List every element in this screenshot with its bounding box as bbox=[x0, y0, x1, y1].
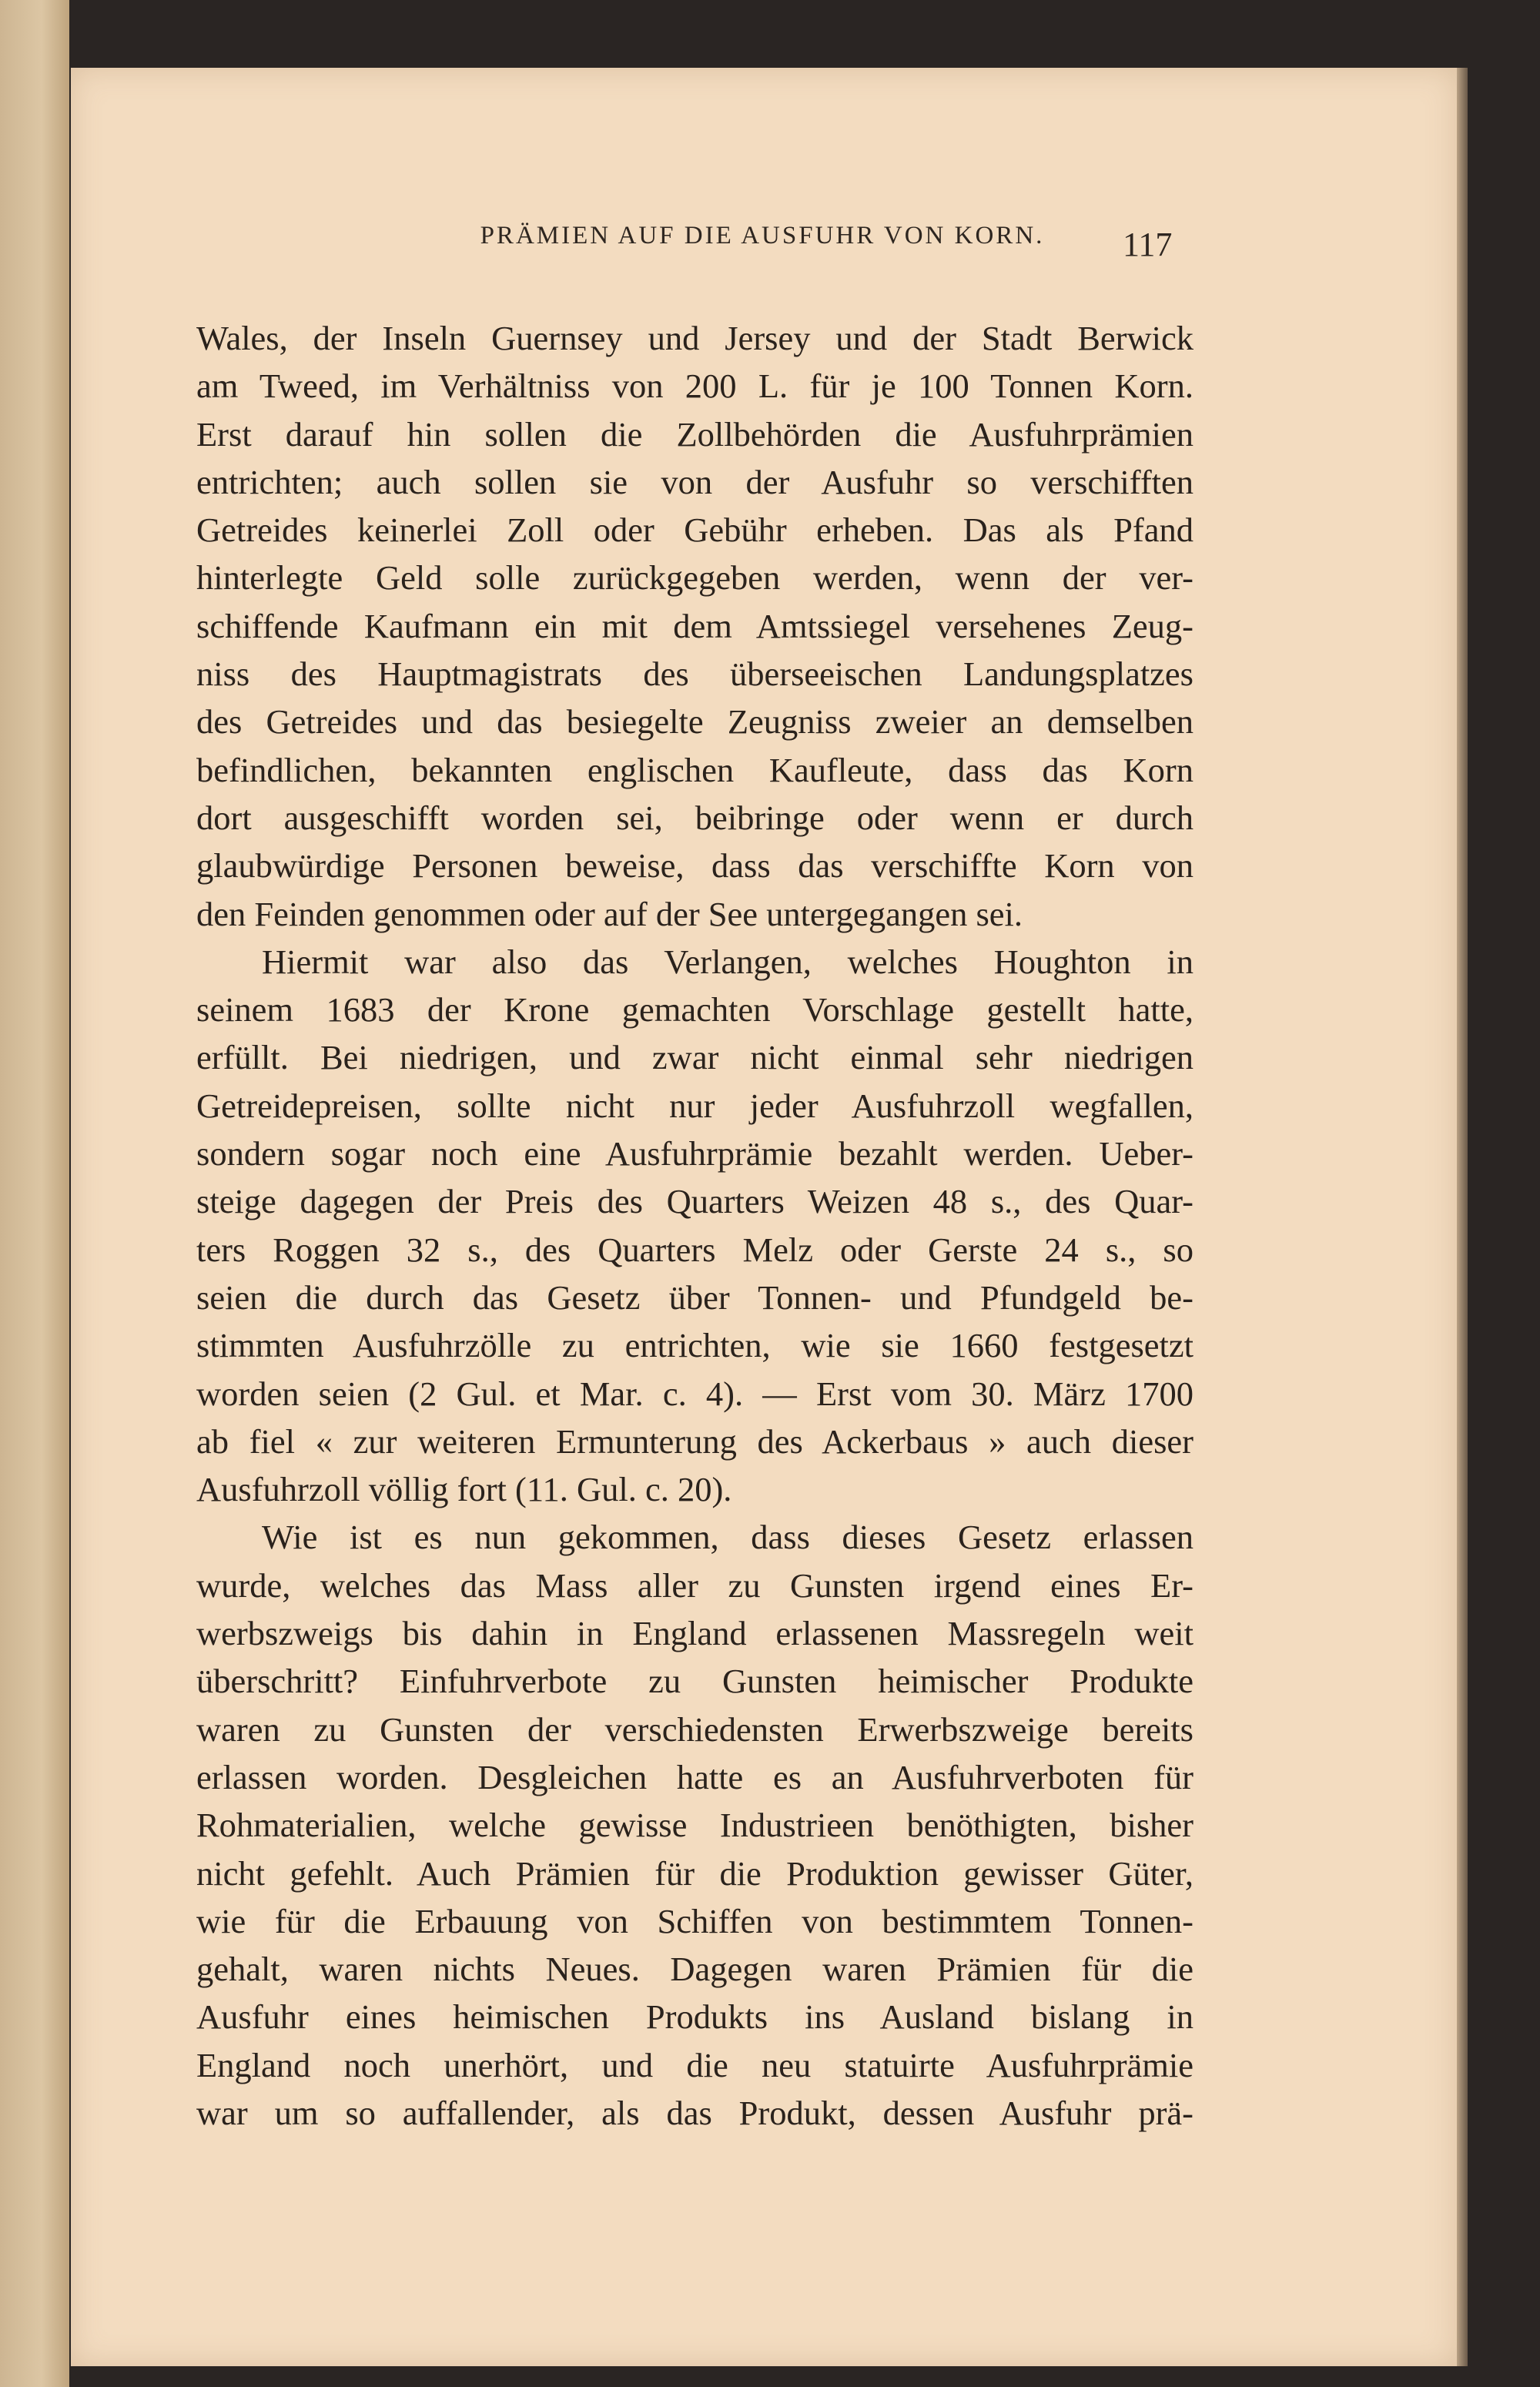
text-line: werbszweigs bis dahin in England erlassenen Massregeln weit bbox=[196, 1614, 1194, 1653]
text-line: Ausfuhrzoll völlig fort (11. Gul. c. 20). bbox=[196, 1470, 732, 1509]
text-line: Wie ist es nun gekommen, dass dieses Gesetz erlassen bbox=[262, 1518, 1194, 1557]
text-line: Getreides keinerlei Zoll oder Gebühr erheben. Das als Pfand bbox=[196, 511, 1194, 550]
text-line: den Feinden genommen oder auf der See untergegangen sei. bbox=[196, 894, 1023, 933]
text-line: stimmten Ausfuhrzölle zu entrichten, wie sie 1660 festgesetzt bbox=[196, 1326, 1194, 1365]
text-line: seinem 1683 der Krone gemachten Vorschlage gestellt hatte, bbox=[196, 990, 1194, 1029]
text-line: steige dagegen der Preis des Quarters Weizen 48 s., des Quar- bbox=[196, 1182, 1194, 1221]
text-line: glaubwürdige Personen beweise, dass das verschiffte Korn von bbox=[196, 846, 1194, 886]
text-line: sondern sogar noch eine Ausfuhrprämie bezahlt werden. Ueber- bbox=[196, 1134, 1194, 1173]
text-line: entrichten; auch sollen sie von der Ausfuhr so verschifften bbox=[196, 462, 1194, 501]
text-line: gehalt, waren nichts Neues. Dagegen waren Prämien für die bbox=[196, 1950, 1194, 1989]
text-line: nicht gefehlt. Auch Prämien für die Produktion gewisser Güter, bbox=[196, 1853, 1194, 1893]
text-line: Rohmaterialien, welche gewisse Industrieen benöthigten, bisher bbox=[196, 1806, 1194, 1845]
text-line: dort ausgeschifft worden sei, beibringe oder wenn er durch bbox=[196, 798, 1194, 837]
text-line: erfüllt. Bei niedrigen, und zwar nicht einmal sehr niedrigen bbox=[196, 1038, 1194, 1077]
text-line: wurde, welches das Mass aller zu Gunsten irgend eines Er- bbox=[196, 1565, 1194, 1605]
text-line: erlassen worden. Desgleichen hatte es an Ausfuhrverboten für bbox=[196, 1757, 1194, 1796]
text-line: worden seien (2 Gul. et Mar. c. 4). — Erst vom 30. März 1700 bbox=[196, 1374, 1194, 1413]
text-line: Wales, der Inseln Guernsey und Jersey und der Stadt Berwick bbox=[196, 319, 1194, 357]
text-line: Ausfuhr eines heimischen Produkts ins Ausland bislang in bbox=[196, 1997, 1194, 2037]
text-line: hinterlegte Geld solle zurückgegeben werden, wenn der ver- bbox=[196, 558, 1194, 598]
text-line: England noch unerhört, und die neu statuirte Ausfuhrprämie bbox=[196, 2045, 1194, 2084]
text-line: war um so auffallender, als das Produkt, dessen Ausfuhr prä- bbox=[196, 2093, 1194, 2132]
text-line: seien die durch das Gesetz über Tonnen- und Pfundgeld be- bbox=[196, 1277, 1194, 1317]
page-edge-shadow bbox=[1457, 68, 1468, 2366]
text-line: niss des Hauptmagistrats des überseeischen Landungsplatzes bbox=[196, 654, 1194, 694]
body-text bbox=[196, 314, 1194, 2137]
text-line: schiffende Kaufmann ein mit dem Amtssiegel versehenes Zeug- bbox=[196, 606, 1194, 645]
text-line: überschritt? Einfuhrverbote zu Gunsten heimischer Produkte bbox=[196, 1662, 1194, 1701]
text-line: waren zu Gunsten der verschiedensten Erwerbszweige bereits bbox=[196, 1709, 1194, 1749]
page-number: 117 bbox=[1123, 226, 1173, 263]
text-line: befindlichen, bekannten englischen Kaufleute, dass das Korn bbox=[196, 750, 1194, 789]
running-header: PRÄMIEN AUF DIE AUSFUHR VON KORN. bbox=[480, 222, 1045, 249]
text-line: Hiermit war also das Verlangen, welches Houghton in bbox=[262, 942, 1194, 981]
text-line: ab fiel « zur weiteren Ermunterung des Ackerbaus » auch dieser bbox=[196, 1421, 1194, 1461]
text-line: wie für die Erbauung von Schiffen von bestimmtem Tonnen- bbox=[196, 1901, 1194, 1940]
text-line: Getreidepreisen, sollte nicht nur jeder Ausfuhrzoll wegfallen, bbox=[196, 1086, 1194, 1125]
previous-page-edge bbox=[0, 0, 69, 2387]
text-line: des Getreides und das besiegelte Zeugniss zweier an demselben bbox=[196, 702, 1194, 742]
text-line: ters Roggen 32 s., des Quarters Melz oder Gerste 24 s., so bbox=[196, 1230, 1194, 1269]
text-line: Erst darauf hin sollen die Zollbehörden die Ausfuhrprämien bbox=[196, 414, 1194, 454]
text-line: am Tweed, im Verhältniss von 200 L. für je 100 Tonnen Korn. bbox=[196, 367, 1194, 406]
